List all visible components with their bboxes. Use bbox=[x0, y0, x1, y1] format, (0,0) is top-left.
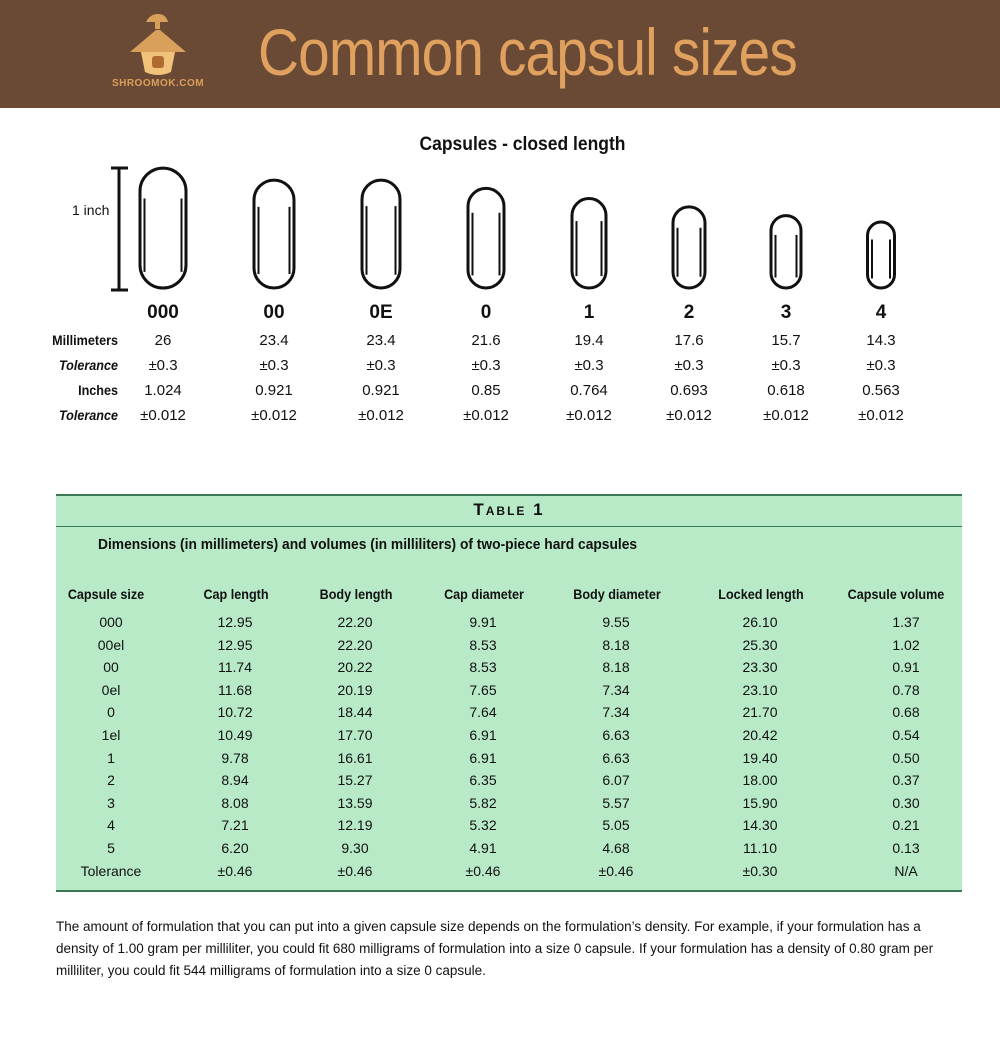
capsule-size-name: 0 bbox=[480, 302, 492, 323]
table1-title: Table 1 bbox=[473, 500, 545, 519]
table-cell: 12.95 bbox=[217, 636, 253, 653]
closed-length-title: Capsules - closed length bbox=[419, 134, 626, 155]
table-cell: 6.63 bbox=[602, 727, 630, 743]
table-cell: 0.68 bbox=[892, 704, 920, 721]
table-cell: 13.59 bbox=[337, 794, 373, 811]
table-cell: 10.72 bbox=[217, 704, 253, 721]
table-cell: 7.65 bbox=[469, 681, 497, 698]
table-cell: 1.37 bbox=[892, 614, 920, 630]
spec-tol-mm: ±0.3 bbox=[471, 357, 501, 374]
table-cell: 23.10 bbox=[742, 681, 778, 698]
table-cell: ±0.46 bbox=[465, 862, 501, 879]
table-cell: 5.05 bbox=[602, 817, 630, 834]
table-cell: 4.91 bbox=[469, 840, 497, 856]
table-cell: 1.02 bbox=[892, 636, 920, 653]
table-cell: 1 bbox=[107, 749, 115, 766]
column-header: Cap length bbox=[203, 586, 269, 602]
table1-divider bbox=[56, 526, 962, 527]
table-cell: 11.74 bbox=[218, 659, 252, 676]
table-cell: 7.21 bbox=[221, 817, 249, 834]
spec-tol-mm: ±0.3 bbox=[366, 357, 396, 374]
table-cell: 00el bbox=[97, 636, 125, 653]
table-cell: 11.68 bbox=[218, 681, 252, 698]
table-cell: 23.30 bbox=[742, 659, 778, 676]
table-cell: 4.68 bbox=[602, 840, 630, 856]
table-cell: 7.64 bbox=[469, 704, 497, 721]
table-cell: 2 bbox=[107, 772, 115, 789]
table-cell: Tolerance bbox=[80, 862, 142, 879]
spec-inches: 0.764 bbox=[570, 382, 608, 399]
footnote-text: The amount of formulation that you can put into a given capsule size depends on the formulation’s density. For example, if your formulation has a density of 1.00 gram per milliliter, you could fit 680 milligrams of formulation into a size 0 capsule. If your formulation has a density of 0.80 gram per milliliter, you could fit 544 milligrams of formulation into a size 0 capsule. bbox=[56, 919, 934, 978]
capsule-size-name: 00 bbox=[263, 302, 285, 323]
row-label-tolerance-in: Tolerance bbox=[58, 407, 118, 423]
table-cell: ±0.46 bbox=[217, 862, 253, 879]
column-header: Capsule size bbox=[67, 586, 145, 602]
table-cell: 6.91 bbox=[469, 749, 497, 766]
table-cell: 20.42 bbox=[742, 727, 778, 743]
table-cell: 0.13 bbox=[892, 840, 920, 856]
table-cell: 6.63 bbox=[602, 749, 630, 766]
spec-inches: 0.85 bbox=[471, 382, 501, 399]
table-cell: 9.55 bbox=[602, 614, 630, 630]
spec-mm: 26 bbox=[154, 332, 172, 349]
table-cell: 0el bbox=[101, 681, 121, 698]
spec-tol-in: ±0.012 bbox=[463, 407, 509, 424]
table-cell: 25.30 bbox=[742, 636, 778, 653]
table-cell: 1el bbox=[101, 727, 121, 743]
capsule-size-name: 000 bbox=[147, 302, 179, 323]
capsule-size-name: 3 bbox=[780, 302, 792, 323]
table-cell: 20.19 bbox=[337, 681, 373, 698]
capsule-3 bbox=[771, 216, 801, 288]
spec-tol-mm: ±0.3 bbox=[259, 357, 289, 374]
capsule-2 bbox=[673, 207, 705, 288]
table-cell: 0.50 bbox=[892, 749, 920, 766]
table-cell: 26.10 bbox=[742, 614, 778, 630]
table-cell: 9.78 bbox=[221, 749, 249, 766]
table-cell: 0.54 bbox=[892, 727, 920, 743]
column-header: Capsule volume bbox=[847, 586, 945, 602]
spec-tol-in: ±0.012 bbox=[140, 407, 186, 424]
spec-mm: 17.6 bbox=[674, 332, 704, 349]
table-cell: 8.53 bbox=[469, 636, 497, 653]
table-cell: 8.18 bbox=[602, 636, 630, 653]
capsule-1 bbox=[572, 199, 606, 288]
table-cell: 22.20 bbox=[337, 636, 373, 653]
table-cell: 8.08 bbox=[221, 794, 249, 811]
spec-mm: 15.7 bbox=[771, 332, 801, 349]
table-cell: ±0.46 bbox=[337, 862, 373, 879]
table1-panel bbox=[56, 494, 962, 892]
table-cell: 15.27 bbox=[337, 772, 373, 789]
table-cell: 21.70 bbox=[742, 704, 778, 721]
row-label-tolerance-mm: Tolerance bbox=[58, 357, 118, 373]
table-cell: 5.57 bbox=[602, 794, 630, 811]
capsule-4 bbox=[868, 222, 895, 288]
page-title: Common capsul sizes bbox=[258, 15, 797, 89]
table-cell: 5.32 bbox=[469, 817, 497, 834]
table-cell: 000 bbox=[99, 614, 123, 630]
table-cell: 0.30 bbox=[892, 794, 920, 811]
table-cell: 12.95 bbox=[217, 614, 253, 630]
spec-inches: 1.024 bbox=[144, 382, 182, 399]
table-cell: 3 bbox=[107, 794, 115, 811]
capsule-size-name: 2 bbox=[683, 302, 695, 323]
spec-tol-mm: ±0.3 bbox=[674, 357, 704, 374]
logo-text: SHROOMOK.COM bbox=[111, 78, 205, 89]
table-cell: 15.90 bbox=[742, 794, 778, 811]
table-cell: 4 bbox=[107, 817, 115, 834]
spec-tol-in: ±0.012 bbox=[666, 407, 712, 424]
spec-inches: 0.618 bbox=[767, 382, 805, 399]
spec-tol-in: ±0.012 bbox=[251, 407, 297, 424]
table-cell: 8.53 bbox=[469, 659, 497, 676]
table-cell: 22.20 bbox=[337, 614, 373, 630]
table-cell: N/A bbox=[894, 862, 918, 879]
row-label-inches: Inches bbox=[78, 382, 118, 398]
spec-tol-in: ±0.012 bbox=[858, 407, 904, 424]
capsule-size-name: 4 bbox=[875, 302, 887, 323]
table-cell: 6.91 bbox=[469, 727, 497, 743]
table-cell: 14.30 bbox=[742, 817, 778, 834]
one-inch-label: 1 inch bbox=[72, 202, 110, 218]
table-cell: 9.30 bbox=[341, 840, 369, 856]
table-cell: 12.19 bbox=[337, 817, 373, 834]
capsule-size-name: 0E bbox=[369, 302, 393, 323]
spec-mm: 23.4 bbox=[366, 332, 396, 349]
spec-tol-in: ±0.012 bbox=[566, 407, 612, 424]
table-cell: 0 bbox=[107, 704, 115, 721]
capsule-00 bbox=[254, 180, 294, 288]
capsule-diagram bbox=[0, 0, 1000, 300]
table-cell: 5 bbox=[107, 840, 115, 856]
table-cell: 0.91 bbox=[892, 659, 920, 676]
inch-ruler bbox=[111, 168, 128, 290]
spec-mm: 14.3 bbox=[866, 332, 896, 349]
table-cell: ±0.46 bbox=[598, 862, 634, 879]
column-header: Body length bbox=[319, 586, 393, 602]
table-cell: 10.49 bbox=[217, 727, 253, 743]
table-cell: 20.22 bbox=[337, 659, 373, 676]
row-label-millimeters: Millimeters bbox=[52, 332, 118, 348]
table-cell: 0.78 bbox=[892, 681, 920, 698]
column-header: Body diameter bbox=[573, 586, 661, 602]
spec-inches: 0.921 bbox=[255, 382, 293, 399]
spec-tol-in: ±0.012 bbox=[763, 407, 809, 424]
table-cell: 17.70 bbox=[337, 727, 373, 743]
table-cell: 18.00 bbox=[742, 772, 778, 789]
table-cell: 7.34 bbox=[602, 681, 630, 698]
spec-tol-in: ±0.012 bbox=[358, 407, 404, 424]
spec-mm: 19.4 bbox=[574, 332, 604, 349]
spec-tol-mm: ±0.3 bbox=[771, 357, 801, 374]
table-cell: 0.37 bbox=[892, 772, 920, 789]
table-cell: 6.20 bbox=[221, 840, 249, 856]
capsule-0E bbox=[362, 180, 400, 288]
table-cell: 7.34 bbox=[602, 704, 630, 721]
column-header: Cap diameter bbox=[444, 586, 524, 602]
table-cell: 18.44 bbox=[337, 704, 373, 721]
spec-mm: 21.6 bbox=[471, 332, 501, 349]
table-cell: 6.07 bbox=[602, 772, 630, 789]
spec-inches: 0.921 bbox=[362, 382, 400, 399]
table-cell: 8.18 bbox=[602, 659, 630, 676]
capsule-000 bbox=[140, 168, 186, 288]
table-cell: 5.82 bbox=[469, 794, 497, 811]
table1-caption: Dimensions (in millimeters) and volumes (in milliliters) of two-piece hard capsules bbox=[98, 536, 638, 553]
table-cell: 16.61 bbox=[337, 749, 373, 766]
spec-inches: 0.693 bbox=[670, 382, 708, 399]
table-cell: 11.10 bbox=[743, 840, 777, 856]
table-cell: 8.94 bbox=[221, 772, 249, 789]
spec-tol-mm: ±0.3 bbox=[148, 357, 178, 374]
capsule-0 bbox=[468, 188, 504, 288]
column-header: Locked length bbox=[718, 586, 804, 602]
spec-tol-mm: ±0.3 bbox=[866, 357, 896, 374]
table-cell: 9.91 bbox=[469, 614, 497, 630]
table-cell: 6.35 bbox=[469, 772, 497, 789]
spec-mm: 23.4 bbox=[259, 332, 289, 349]
table-cell: 00 bbox=[103, 659, 119, 676]
capsule-size-name: 1 bbox=[583, 302, 595, 323]
spec-inches: 0.563 bbox=[862, 382, 900, 399]
table-cell: ±0.30 bbox=[742, 862, 778, 879]
table-cell: 0.21 bbox=[892, 817, 920, 834]
table-cell: 19.40 bbox=[742, 749, 778, 766]
spec-tol-mm: ±0.3 bbox=[574, 357, 604, 374]
